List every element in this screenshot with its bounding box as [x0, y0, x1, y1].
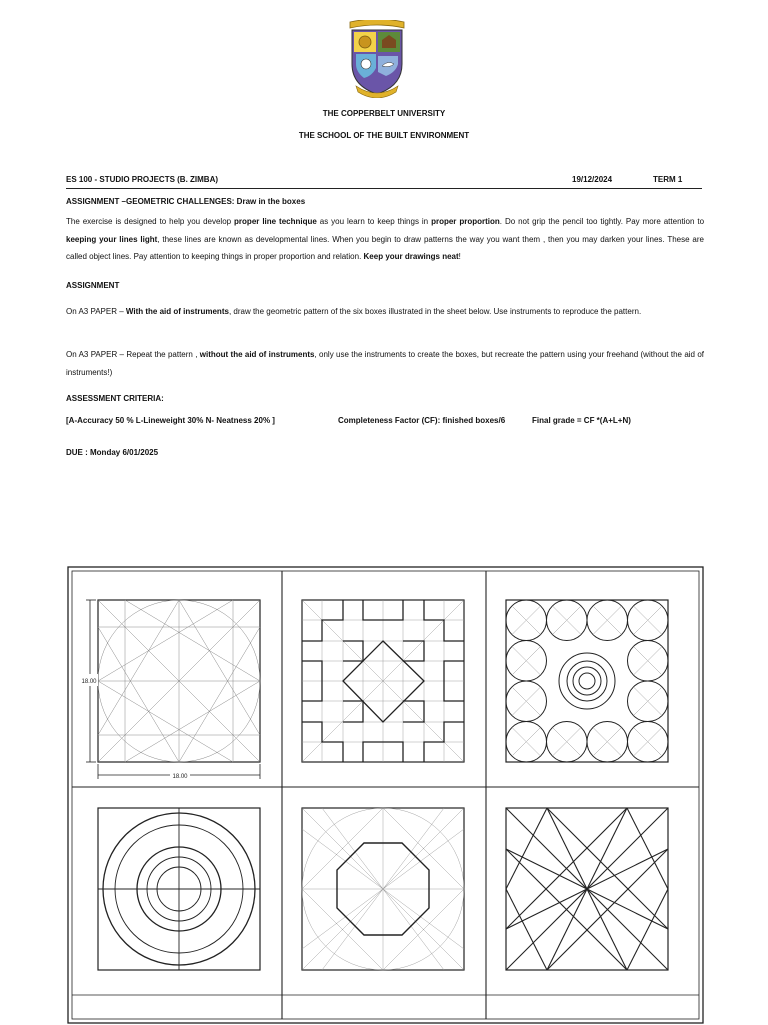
- pattern-box-interlocking-grid: [302, 600, 464, 762]
- task-one-paragraph: On A3 PAPER – With the aid of instruments, draw the geometric pattern of the six boxes illustrated in the sheet below. Use instruments to reproduce the pattern.: [66, 307, 642, 316]
- criteria-weights: [A-Accuracy 50 % L-Lineweight 30% N- Neatness 20% ]: [66, 416, 275, 425]
- task-two-paragraph: On A3 PAPER – Repeat the pattern , without the aid of instruments, only use the instruments to create the boxes, but recreate the pattern using your freehand (without the aid of instruments!): [66, 350, 705, 377]
- assignment-heading: ASSIGNMENT: [66, 281, 120, 290]
- university-name: THE COPPERBELT UNIVERSITY: [322, 109, 446, 118]
- dimension-label-horizontal: 18.00: [172, 774, 188, 780]
- course-code: ES 100 - STUDIO PROJECTS (B. ZIMBA): [66, 175, 219, 184]
- geometric-patterns-sheet: [66, 565, 706, 1025]
- criteria-heading: ASSESSMENT CRITERIA:: [66, 394, 164, 403]
- pattern-box-octagon-star: [302, 808, 464, 970]
- completeness-factor: Completeness Factor (CF): finished boxes/6: [338, 416, 506, 425]
- pattern-box-concentric-circles: [98, 808, 260, 970]
- pattern-box-circles-grid: [506, 600, 668, 762]
- final-grade-formula: Final grade = CF *(A+L+N): [532, 416, 631, 425]
- intro-paragraph: The exercise is designed to help you develop proper line technique as you learn to keep things in proper proportion. Do not grip the pencil too tightly. Pay more attention to keeping your lines light, these lines are known as developmental lines. When you begin to draw patterns the way you want them , then you may darken your lines. These are called object lines. Pay attention to keeping things in proper proportion and relation. Keep your drawings neat!: [66, 217, 705, 261]
- dimension-label-vertical: 18.00: [81, 679, 97, 685]
- course-term: TERM 1: [653, 175, 683, 184]
- criteria-row: [66, 416, 706, 428]
- university-crest-logo: [342, 20, 412, 98]
- pattern-box-star-lattice: [80, 600, 260, 780]
- due-date: DUE : Monday 6/01/2025: [66, 448, 159, 457]
- assignment-title: ASSIGNMENT –GEOMETRIC CHALLENGES: Draw in the boxes: [66, 197, 306, 206]
- pattern-box-star-lines: [506, 808, 668, 970]
- course-info-row: [66, 175, 702, 187]
- header-rule: [66, 188, 702, 189]
- school-name: THE SCHOOL OF THE BUILT ENVIRONMENT: [298, 131, 470, 140]
- course-date: 19/12/2024: [572, 175, 613, 184]
